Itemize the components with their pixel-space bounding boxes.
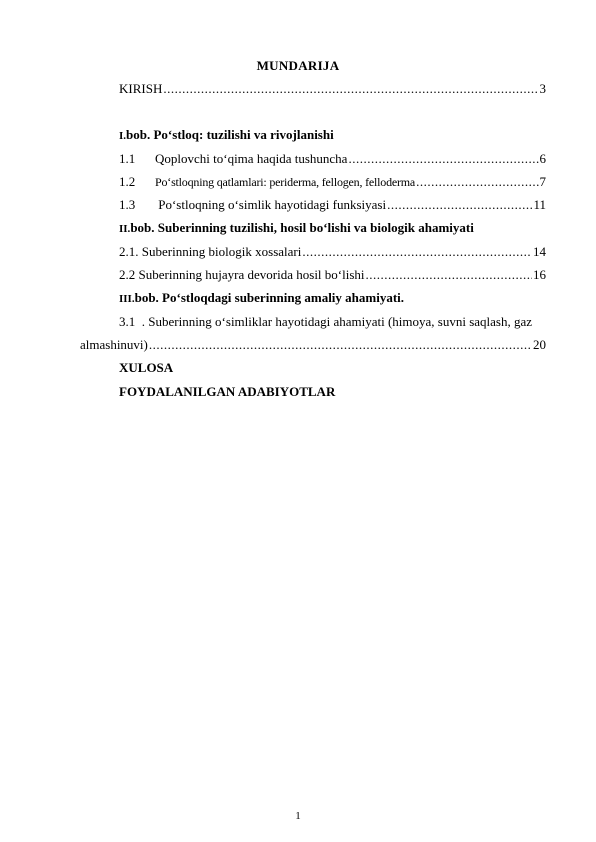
toc-entry-conclusion[interactable]: XULOSA: [119, 360, 174, 375]
toc-entry-1-3[interactable]: [119, 197, 546, 213]
chapter-title: bob. Po‘stloq: tuzilishi va rivojlanishi: [126, 127, 334, 142]
toc-entry-number: 1.2: [119, 174, 136, 189]
dot-leader: [163, 81, 538, 97]
toc-entry-3-1-line1[interactable]: 3.1 . Suberinning o‘simliklar hayotidagi ahamiyati (himoya, suvni saqlash, gaz: [119, 314, 533, 329]
dot-leader: [416, 174, 538, 190]
toc-entry-page: 6: [539, 151, 546, 166]
toc-entry-page: 14: [533, 244, 546, 259]
toc-entry-2-2[interactable]: [119, 267, 546, 283]
dot-leader: [149, 337, 532, 353]
toc-entry-label: 2.1. Suberinning biologik xossalari: [119, 244, 302, 259]
dot-leader: [302, 244, 532, 260]
toc-entry-number: 1.1: [119, 151, 136, 166]
toc-entry-number: 1.3: [119, 197, 136, 212]
page-number: 1: [295, 810, 301, 822]
toc-entry-page: 20: [533, 337, 546, 352]
chapter-number: II.: [119, 223, 131, 235]
toc-entry-page: 7: [539, 174, 546, 189]
toc-entry-intro[interactable]: [119, 81, 546, 97]
dot-leader: [366, 267, 532, 283]
toc-entry-label: Po‘stloqning qatlamlari: periderma, fellogen, felloderma: [155, 175, 416, 189]
toc-entry-1-2[interactable]: [119, 174, 546, 190]
toc-title: MUNDARIJA: [256, 58, 340, 73]
chapter-heading-1[interactable]: [119, 127, 334, 144]
toc-entry-1-1[interactable]: [119, 151, 546, 167]
chapter-title: bob. Po‘stloqdagi suberinning amaliy ahamiyati.: [134, 290, 405, 305]
toc-entry-page: 16: [533, 267, 546, 282]
toc-entry-label: Qoplovchi to‘qima haqida tushuncha: [155, 151, 348, 166]
toc-entry-3-1-line2[interactable]: [80, 337, 546, 353]
chapter-heading-2[interactable]: [119, 220, 474, 237]
chapter-heading-3[interactable]: [119, 290, 404, 307]
toc-entry-page: 3: [539, 81, 546, 96]
toc-entry-label: Po‘stloqning o‘simlik hayotidagi funksiyasi: [155, 197, 387, 212]
toc-entry-references[interactable]: FOYDALANILGAN ADABIYOTLAR: [119, 384, 336, 399]
toc-entry-label: 2.2 Suberinning hujayra devorida hosil bo‘lishi: [119, 267, 365, 282]
chapter-number: I.: [119, 130, 127, 142]
toc-entry-label: almashinuvi): [80, 337, 148, 352]
toc-entry-2-1[interactable]: [119, 244, 546, 260]
toc-entry-label: KIRISH: [119, 81, 163, 96]
dot-leader: [387, 197, 532, 213]
chapter-title: bob. Suberinning tuzilishi, hosil bo‘lishi va biologik ahamiyati: [130, 220, 474, 235]
chapter-number: III.: [119, 293, 135, 305]
dot-leader: [348, 151, 538, 167]
toc-entry-page: 11: [533, 197, 546, 212]
